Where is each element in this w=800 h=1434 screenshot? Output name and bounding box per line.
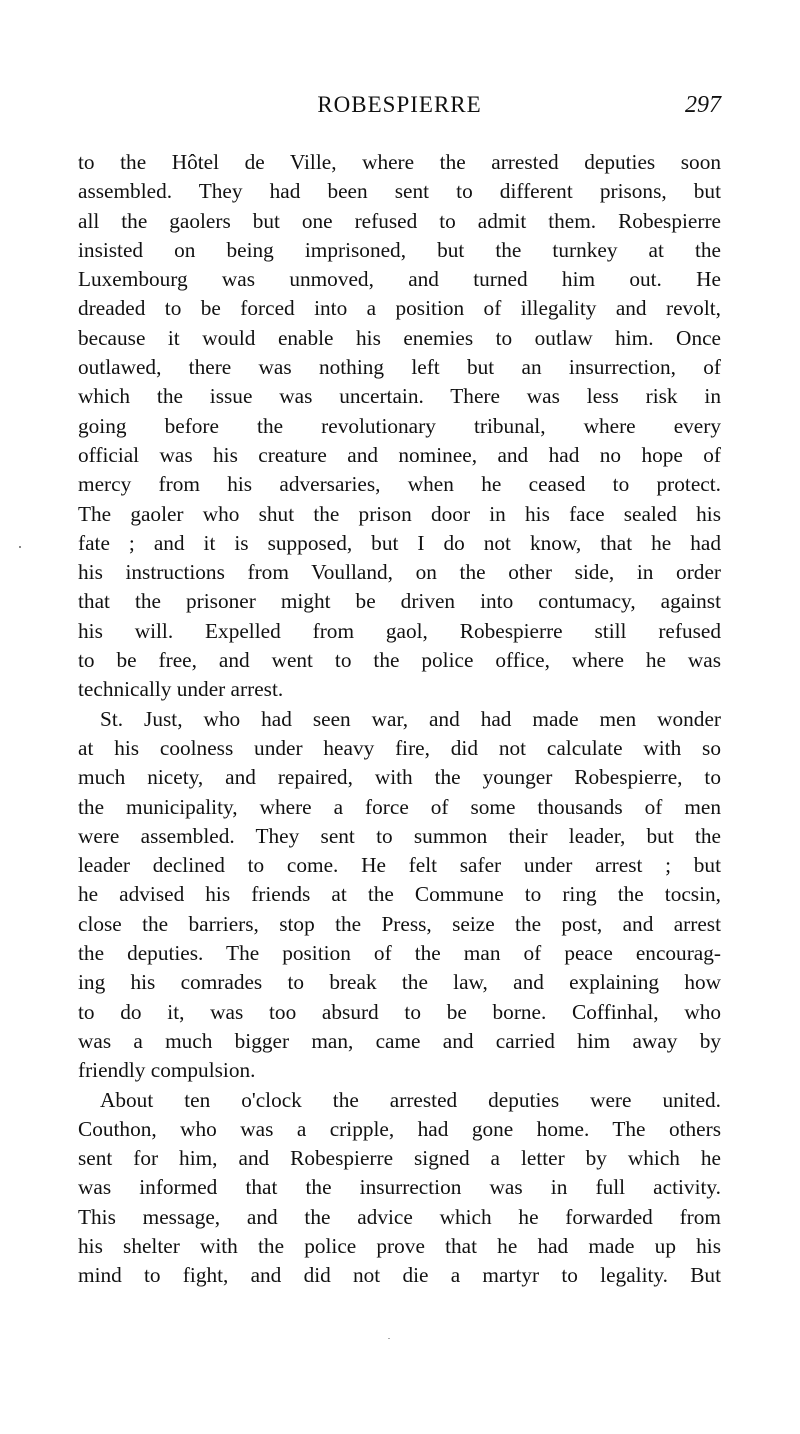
paragraph <box>78 148 721 705</box>
text-line: close the barriers, stop the Press, seize the post, and arrest <box>78 911 721 936</box>
running-header <box>78 88 721 124</box>
text-line: going before the revolutionary tribunal, where every <box>78 413 721 438</box>
text-line: sent for him, and Robespierre signed a letter by which he <box>78 1146 721 1171</box>
paragraph <box>78 705 721 1086</box>
text-line: he advised his friends at the Commune to ring the tocsin, <box>78 882 721 907</box>
text-line: was a much bigger man, came and carried him away by <box>78 1028 721 1053</box>
text-line: his instructions from Voulland, on the other side, in order <box>78 560 721 585</box>
text-line: to the Hôtel de Ville, where the arrested deputies soon <box>78 150 721 174</box>
body-text <box>78 148 721 1291</box>
paragraph <box>78 1086 721 1291</box>
text-line: technically under arrest. <box>78 677 284 702</box>
text-line: leader declined to come. He felt safer under arrest ; but <box>78 853 721 878</box>
text-line: The gaoler who shut the prison door in his face sealed his <box>78 501 721 526</box>
text-line: ing his comrades to break the law, and explaining how <box>78 970 721 995</box>
text-line: much nicety, and repaired, with the younger Robespierre, to <box>78 765 721 790</box>
text-line: Couthon, who was a cripple, had gone home. The others <box>78 1116 721 1141</box>
text-line: mind to fight, and did not die a martyr to legality. But <box>78 1263 721 1288</box>
page-number: 297 <box>685 92 721 118</box>
text-line: were assembled. They sent to summon their leader, but the <box>78 823 721 848</box>
text-line: to be free, and went to the police office, where he was <box>78 648 721 673</box>
text-line: the deputies. The position of the man of peace encourag- <box>78 941 721 966</box>
text-line: fate ; and it is supposed, but I do not know, that he had <box>78 530 721 555</box>
text-line: at his coolness under heavy fire, did not calculate with so <box>78 735 721 760</box>
text-line: Luxembourg was unmoved, and turned him out. He <box>78 267 721 292</box>
text-line: outlawed, there was nothing left but an insurrection, of <box>78 355 721 380</box>
text-line: About ten o'clock the arrested deputies were united. <box>100 1087 721 1112</box>
text-line: This message, and the advice which he forwarded from <box>78 1204 721 1229</box>
text-line: because it would enable his enemies to outlaw him. Once <box>78 325 721 350</box>
text-line: to do it, was too absurd to be borne. Coffinhal, who <box>78 999 721 1024</box>
text-line: all the gaolers but one refused to admit them. Robespierre <box>78 208 721 233</box>
text-line: St. Just, who had seen war, and had made men wonder <box>100 706 721 731</box>
text-line: friendly compulsion. <box>78 1058 256 1083</box>
text-line: his will. Expelled from gaol, Robespierre still refused <box>78 618 721 643</box>
scan-speck <box>19 546 21 548</box>
text-line: official was his creature and nominee, and had no hope of <box>78 442 721 467</box>
text-line: which the issue was uncertain. There was less risk in <box>78 384 721 409</box>
text-line: the municipality, where a force of some thousands of men <box>78 794 721 819</box>
scan-speck <box>388 1338 390 1339</box>
text-line: that the prisoner might be driven into contumacy, against <box>78 589 721 614</box>
text-line: dreaded to be forced into a position of illegality and revolt, <box>78 296 721 321</box>
text-line: insisted on being imprisoned, but the turnkey at the <box>78 237 721 262</box>
text-line: was informed that the insurrection was in full activity. <box>78 1175 721 1200</box>
text-line: mercy from his adversaries, when he ceased to protect. <box>78 472 721 497</box>
text-line: assembled. They had been sent to different prisons, but <box>78 179 721 204</box>
text-line: his shelter with the police prove that he had made up his <box>78 1233 721 1258</box>
book-page <box>78 88 721 1291</box>
running-title: ROBESPIERRE <box>317 92 482 117</box>
